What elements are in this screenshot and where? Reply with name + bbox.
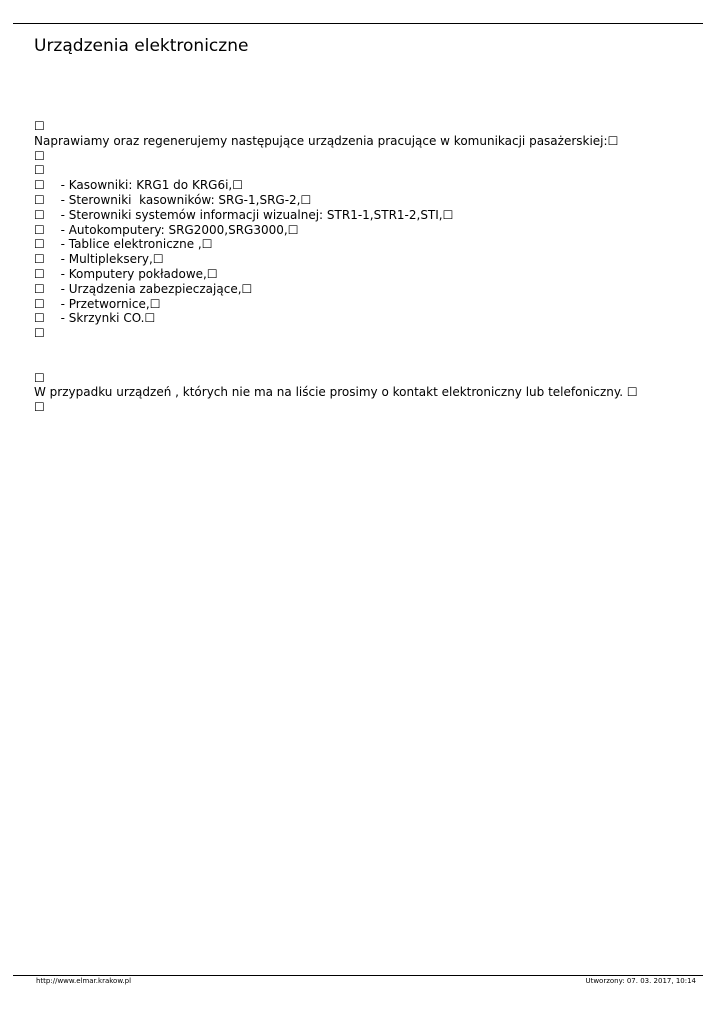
- empty-line: [34, 149, 684, 164]
- checkbox-glyph: ☐: [34, 163, 45, 178]
- list-item: [34, 297, 684, 312]
- list-item: [34, 252, 684, 267]
- checkbox-glyph: ☐: [34, 222, 45, 237]
- checkbox-glyph: ☐: [241, 281, 253, 296]
- intro-line: [34, 134, 684, 149]
- intro-text: Naprawiamy oraz regenerujemy następujące urządzenia pracujące w komunikacji pasażerskiej:: [34, 133, 608, 148]
- list-item: [34, 208, 684, 223]
- checkbox-glyph: ☐: [149, 296, 161, 311]
- checkbox-glyph: ☐: [201, 237, 213, 252]
- empty-line: [34, 371, 684, 386]
- list-item: [34, 311, 684, 326]
- list-item: [34, 267, 684, 282]
- footer-url: http://www.elmar.krakow.pl: [36, 977, 132, 985]
- list-item-label: - Przetwornice,: [56, 296, 150, 311]
- footer-rule: [13, 975, 703, 976]
- checkbox-glyph: ☐: [34, 148, 45, 163]
- checkbox-glyph: ☐: [34, 119, 45, 133]
- checkbox-glyph: ☐: [232, 178, 244, 193]
- list-item: [34, 193, 684, 208]
- list-item-label: - Komputery pokładowe,: [56, 266, 207, 281]
- checkbox-glyph: ☐: [34, 296, 45, 311]
- list-item-label: - Skrzynki CO.: [56, 311, 145, 326]
- checkbox-glyph: ☐: [607, 133, 619, 148]
- list-item-label: - Sterowniki kasowników: SRG-1,SRG-2,: [56, 192, 301, 207]
- contact-note-text: W przypadku urządzeń , których nie ma na liście prosimy o kontakt elektroniczny lub telefoniczny.: [34, 385, 627, 400]
- checkbox-glyph: ☐: [442, 207, 454, 222]
- empty-line: [34, 119, 684, 134]
- list-item: [34, 237, 684, 252]
- footer-created: Utworzony: 07. 03. 2017, 10:14: [585, 977, 696, 985]
- checkbox-glyph: ☐: [34, 281, 45, 296]
- header-rule: [13, 23, 703, 24]
- list-item-label: - Sterowniki systemów informacji wizualnej: STR1-1,STR1-2,STI,: [56, 207, 443, 222]
- checkbox-glyph: ☐: [34, 237, 45, 252]
- checkbox-glyph: ☐: [34, 266, 45, 281]
- checkbox-glyph: ☐: [152, 252, 164, 267]
- checkbox-glyph: ☐: [34, 178, 45, 193]
- list-item-label: - Multipleksery,: [56, 252, 153, 267]
- checkbox-glyph: ☐: [626, 385, 638, 400]
- contact-note-line: [34, 385, 684, 400]
- list-item-label: - Urządzenia zabezpieczające,: [56, 281, 242, 296]
- empty-line: [34, 326, 684, 341]
- checkbox-glyph: ☐: [206, 266, 218, 281]
- list-item-label: - Kasowniki: KRG1 do KRG6i,: [56, 178, 233, 193]
- empty-line: [34, 163, 684, 178]
- document-body: [34, 119, 684, 415]
- device-list: [34, 178, 684, 326]
- list-item: [34, 282, 684, 297]
- checkbox-glyph: ☐: [34, 192, 45, 207]
- checkbox-glyph: ☐: [300, 192, 312, 207]
- list-item-label: - Autokomputery: SRG2000,SRG3000,: [56, 222, 288, 237]
- checkbox-glyph: ☐: [34, 326, 45, 341]
- checkbox-glyph: ☐: [34, 400, 45, 415]
- list-item: [34, 178, 684, 193]
- checkbox-glyph: ☐: [34, 311, 45, 326]
- list-item: [34, 223, 684, 238]
- list-item-label: - Tablice elektroniczne ,: [56, 237, 202, 252]
- empty-line: [34, 400, 684, 415]
- checkbox-glyph: ☐: [34, 370, 45, 385]
- checkbox-glyph: ☐: [144, 311, 156, 326]
- checkbox-glyph: ☐: [34, 207, 45, 222]
- page-title: Urządzenia elektroniczne: [34, 36, 249, 56]
- checkbox-glyph: ☐: [287, 222, 299, 237]
- checkbox-glyph: ☐: [34, 252, 45, 267]
